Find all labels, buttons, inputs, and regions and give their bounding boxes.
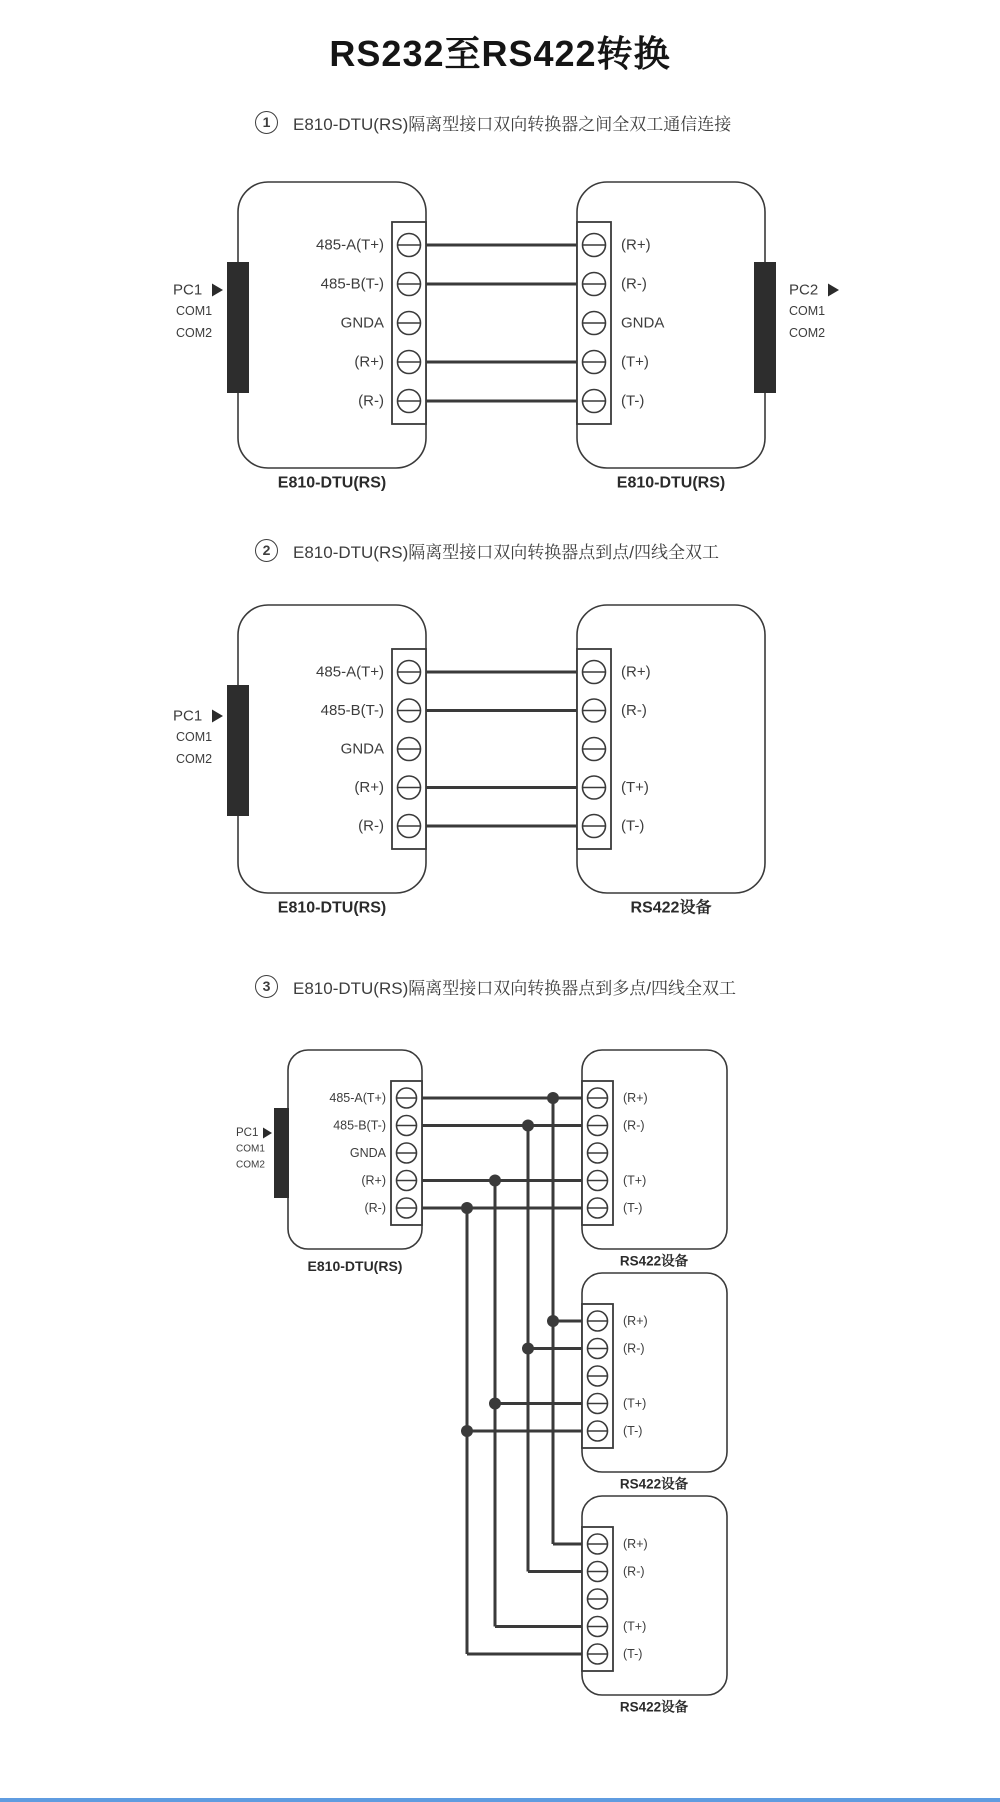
terminal-label: (T+): [621, 353, 649, 371]
terminal-label: (T-): [623, 1424, 643, 1438]
terminal-label: (R-): [621, 275, 647, 293]
terminal-label: (R+): [354, 353, 384, 371]
terminal-label: (R+): [623, 1537, 648, 1551]
terminal-label: (R+): [354, 779, 384, 796]
section-2-heading-text: E810-DTU(RS)隔离型接口双向转换器点到点/四线全双工: [293, 542, 719, 562]
terminal-label: (R-): [623, 1118, 645, 1133]
device-name-label: E810-DTU(RS): [277, 474, 387, 492]
junction-dot: [489, 1398, 501, 1410]
com2-label: COM2: [789, 326, 826, 340]
terminal-label: 485-A(T+): [316, 663, 384, 681]
arrow-right-icon: [263, 1128, 272, 1139]
terminal-label: GNDA: [340, 314, 384, 332]
terminal-label: (T-): [621, 392, 645, 410]
terminal-label: (T-): [623, 1201, 643, 1215]
junction-dot: [461, 1425, 473, 1437]
serial-connector: [274, 1108, 289, 1198]
terminal-label: (R-): [364, 1201, 386, 1215]
device-name-label: RS422设备: [630, 899, 712, 917]
com2-label: COM2: [236, 1159, 265, 1171]
arrow-right-icon: [212, 710, 223, 723]
junction-dot: [547, 1315, 559, 1327]
terminal-label: (R-): [623, 1564, 645, 1579]
junction-dot: [522, 1343, 534, 1355]
section-3-number-icon: 3: [255, 975, 278, 998]
com1-label: COM1: [236, 1143, 265, 1155]
diagram-1: [173, 182, 839, 492]
device-name-label: E810-DTU(RS): [277, 899, 387, 917]
terminal-label: (R-): [621, 702, 647, 719]
terminal-label: (T+): [623, 1396, 647, 1411]
device-name-label: RS422设备: [619, 1476, 689, 1492]
com2-label: COM2: [176, 326, 213, 340]
terminal-label: (T-): [623, 1647, 643, 1661]
section-1-heading-text: E810-DTU(RS)隔离型接口双向转换器之间全双工通信连接: [293, 114, 732, 134]
terminal-label: GNDA: [349, 1146, 386, 1160]
pc-label: PC1: [173, 281, 203, 299]
device-name-label: E810-DTU(RS): [307, 1258, 403, 1274]
junction-dot: [547, 1092, 559, 1104]
device-name-label: RS422设备: [619, 1253, 689, 1269]
terminal-label: (R-): [623, 1341, 645, 1356]
terminal-label: GNDA: [621, 314, 665, 332]
footer-strip: [0, 1798, 1000, 1802]
terminal-label: 485-B(T-): [320, 702, 384, 719]
terminal-label: 485-A(T+): [316, 236, 384, 254]
terminal-label: GNDA: [340, 740, 384, 758]
serial-connector: [227, 685, 249, 816]
arrow-right-icon: [212, 284, 223, 297]
pc-label: PC2: [789, 281, 819, 299]
terminal-label: (R+): [623, 1314, 648, 1328]
terminal-label: (R-): [358, 817, 384, 835]
terminal-label: (T+): [621, 779, 649, 796]
section-2-number-icon: 2: [255, 539, 278, 562]
arrow-right-icon: [828, 284, 839, 297]
device-name-label: RS422设备: [619, 1699, 689, 1715]
page-title: RS232至RS422转换: [329, 33, 671, 74]
com1-label: COM1: [176, 730, 213, 744]
terminal-label: 485-A(T+): [329, 1091, 386, 1105]
section-1-number-icon: 1: [255, 111, 278, 134]
pc-label: PC1: [173, 707, 203, 725]
section-3-heading-text: E810-DTU(RS)隔离型接口双向转换器点到多点/四线全双工: [293, 978, 736, 998]
terminal-label: (T-): [621, 817, 645, 835]
junction-dot: [489, 1175, 501, 1187]
terminal-label: 485-B(T-): [320, 275, 384, 293]
diagram-3: [236, 1050, 727, 1715]
terminal-label: 485-B(T-): [333, 1118, 386, 1133]
serial-connector: [227, 262, 249, 393]
terminal-label: (R+): [623, 1091, 648, 1105]
terminal-label: (R+): [361, 1173, 386, 1188]
terminal-label: (R-): [358, 392, 384, 410]
terminal-label: (T+): [623, 1173, 647, 1188]
com1-label: COM1: [789, 304, 826, 318]
serial-connector: [754, 262, 776, 393]
pc-label: PC1: [236, 1127, 259, 1139]
device-name-label: E810-DTU(RS): [616, 474, 726, 492]
com1-label: COM1: [176, 304, 213, 318]
junction-dot: [461, 1202, 473, 1214]
terminal-label: (T+): [623, 1619, 647, 1634]
junction-dot: [522, 1120, 534, 1132]
diagram-2: [173, 605, 765, 917]
terminal-label: (R+): [621, 236, 651, 254]
terminal-label: (R+): [621, 663, 651, 681]
com2-label: COM2: [176, 752, 213, 766]
